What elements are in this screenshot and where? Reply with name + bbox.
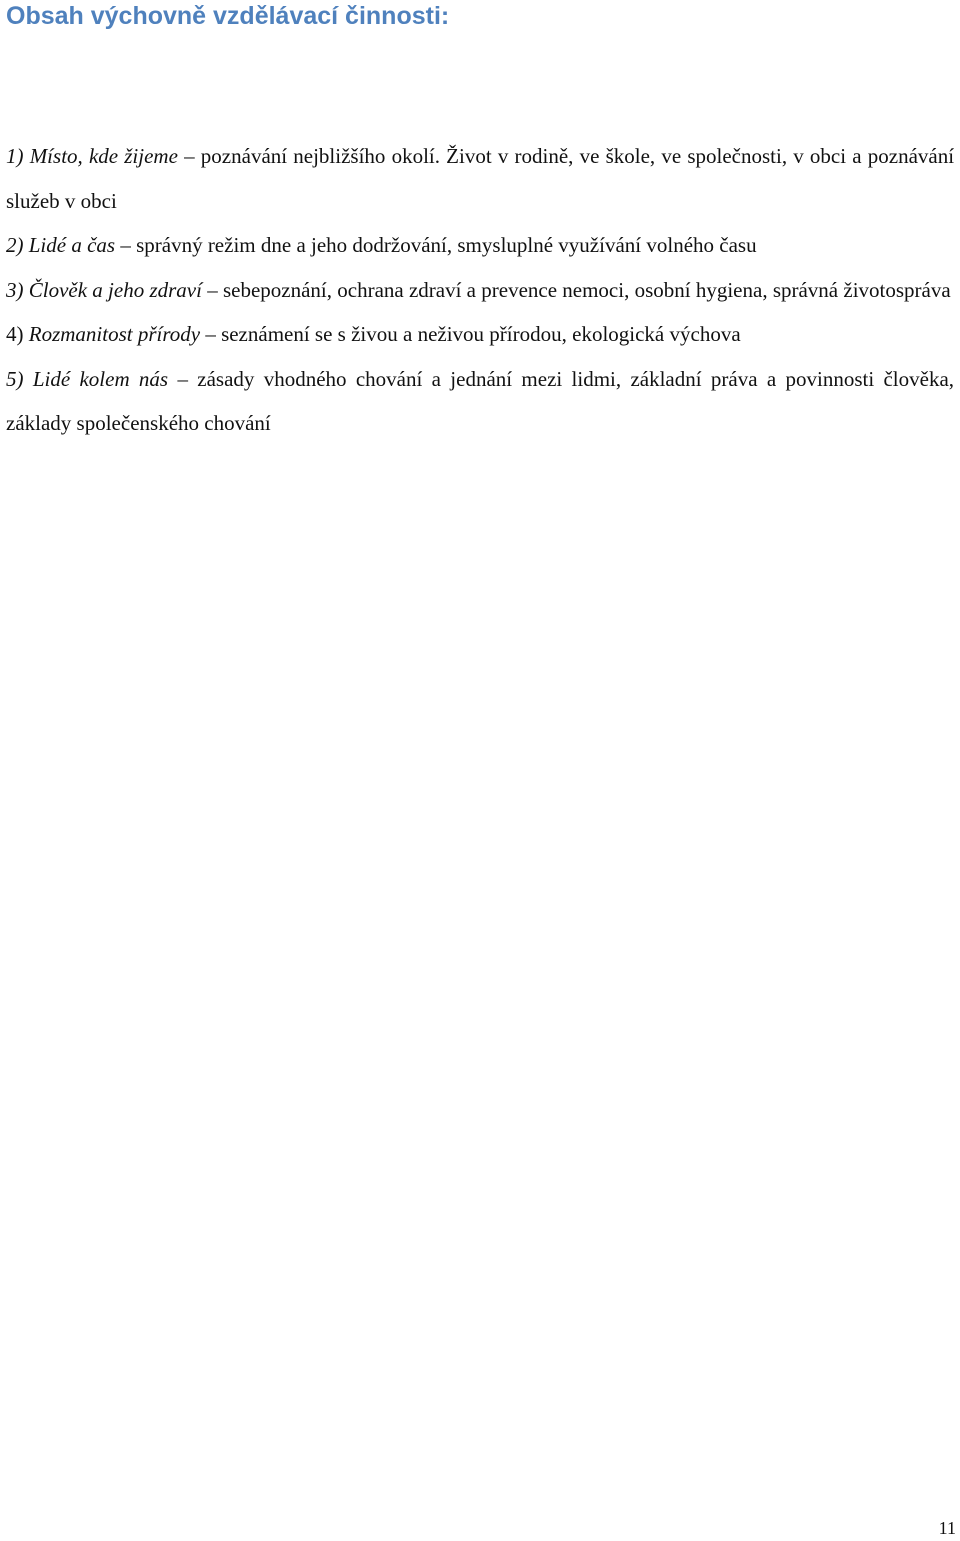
item-dash: – <box>205 322 216 346</box>
item-description: seznámení se s živou a neživou přírodou, ekologická výchova <box>221 322 741 346</box>
list-item <box>6 357 954 446</box>
item-description: sebepoznání, ochrana zdraví a prevence nemoci, osobní hygiena, správná životospráva <box>222 277 951 302</box>
page-title: Obsah výchovně vzdělávací činnosti: <box>6 2 450 30</box>
item-number: 5) <box>6 366 24 391</box>
item-dash: – <box>177 366 188 391</box>
item-number: 4) <box>6 322 24 346</box>
list-item <box>6 223 954 268</box>
item-topic: Lidé a čas <box>28 233 116 257</box>
item-number: 2) <box>6 233 24 257</box>
item-topic: Člověk a jeho zdraví <box>28 277 202 302</box>
item-number: 1) <box>6 144 24 168</box>
item-dash: – <box>184 144 195 168</box>
page-number: 11 <box>938 1518 956 1538</box>
list-item <box>6 268 954 313</box>
content-list <box>6 134 954 446</box>
item-dash: – <box>120 233 131 257</box>
item-description: zásady vhodného chování a jednání mezi lidmi, základní práva a povinnosti člověka, základy společenského chování <box>6 366 955 435</box>
item-description: správný režim dne a jeho dodržování, smysluplné využívání volného času <box>136 233 757 257</box>
list-item <box>6 312 954 357</box>
item-topic: Místo, kde žijeme <box>29 144 178 168</box>
item-dash: – <box>207 277 218 302</box>
item-description: poznávání nejbližšího okolí. Život v rodině, ve škole, ve společnosti, v obci a poznávání služeb v obci <box>6 144 955 213</box>
item-number: 3) <box>6 277 24 302</box>
list-item <box>6 134 954 223</box>
item-topic: Rozmanitost přírody <box>28 322 201 346</box>
item-topic: Lidé kolem nás <box>32 366 169 391</box>
